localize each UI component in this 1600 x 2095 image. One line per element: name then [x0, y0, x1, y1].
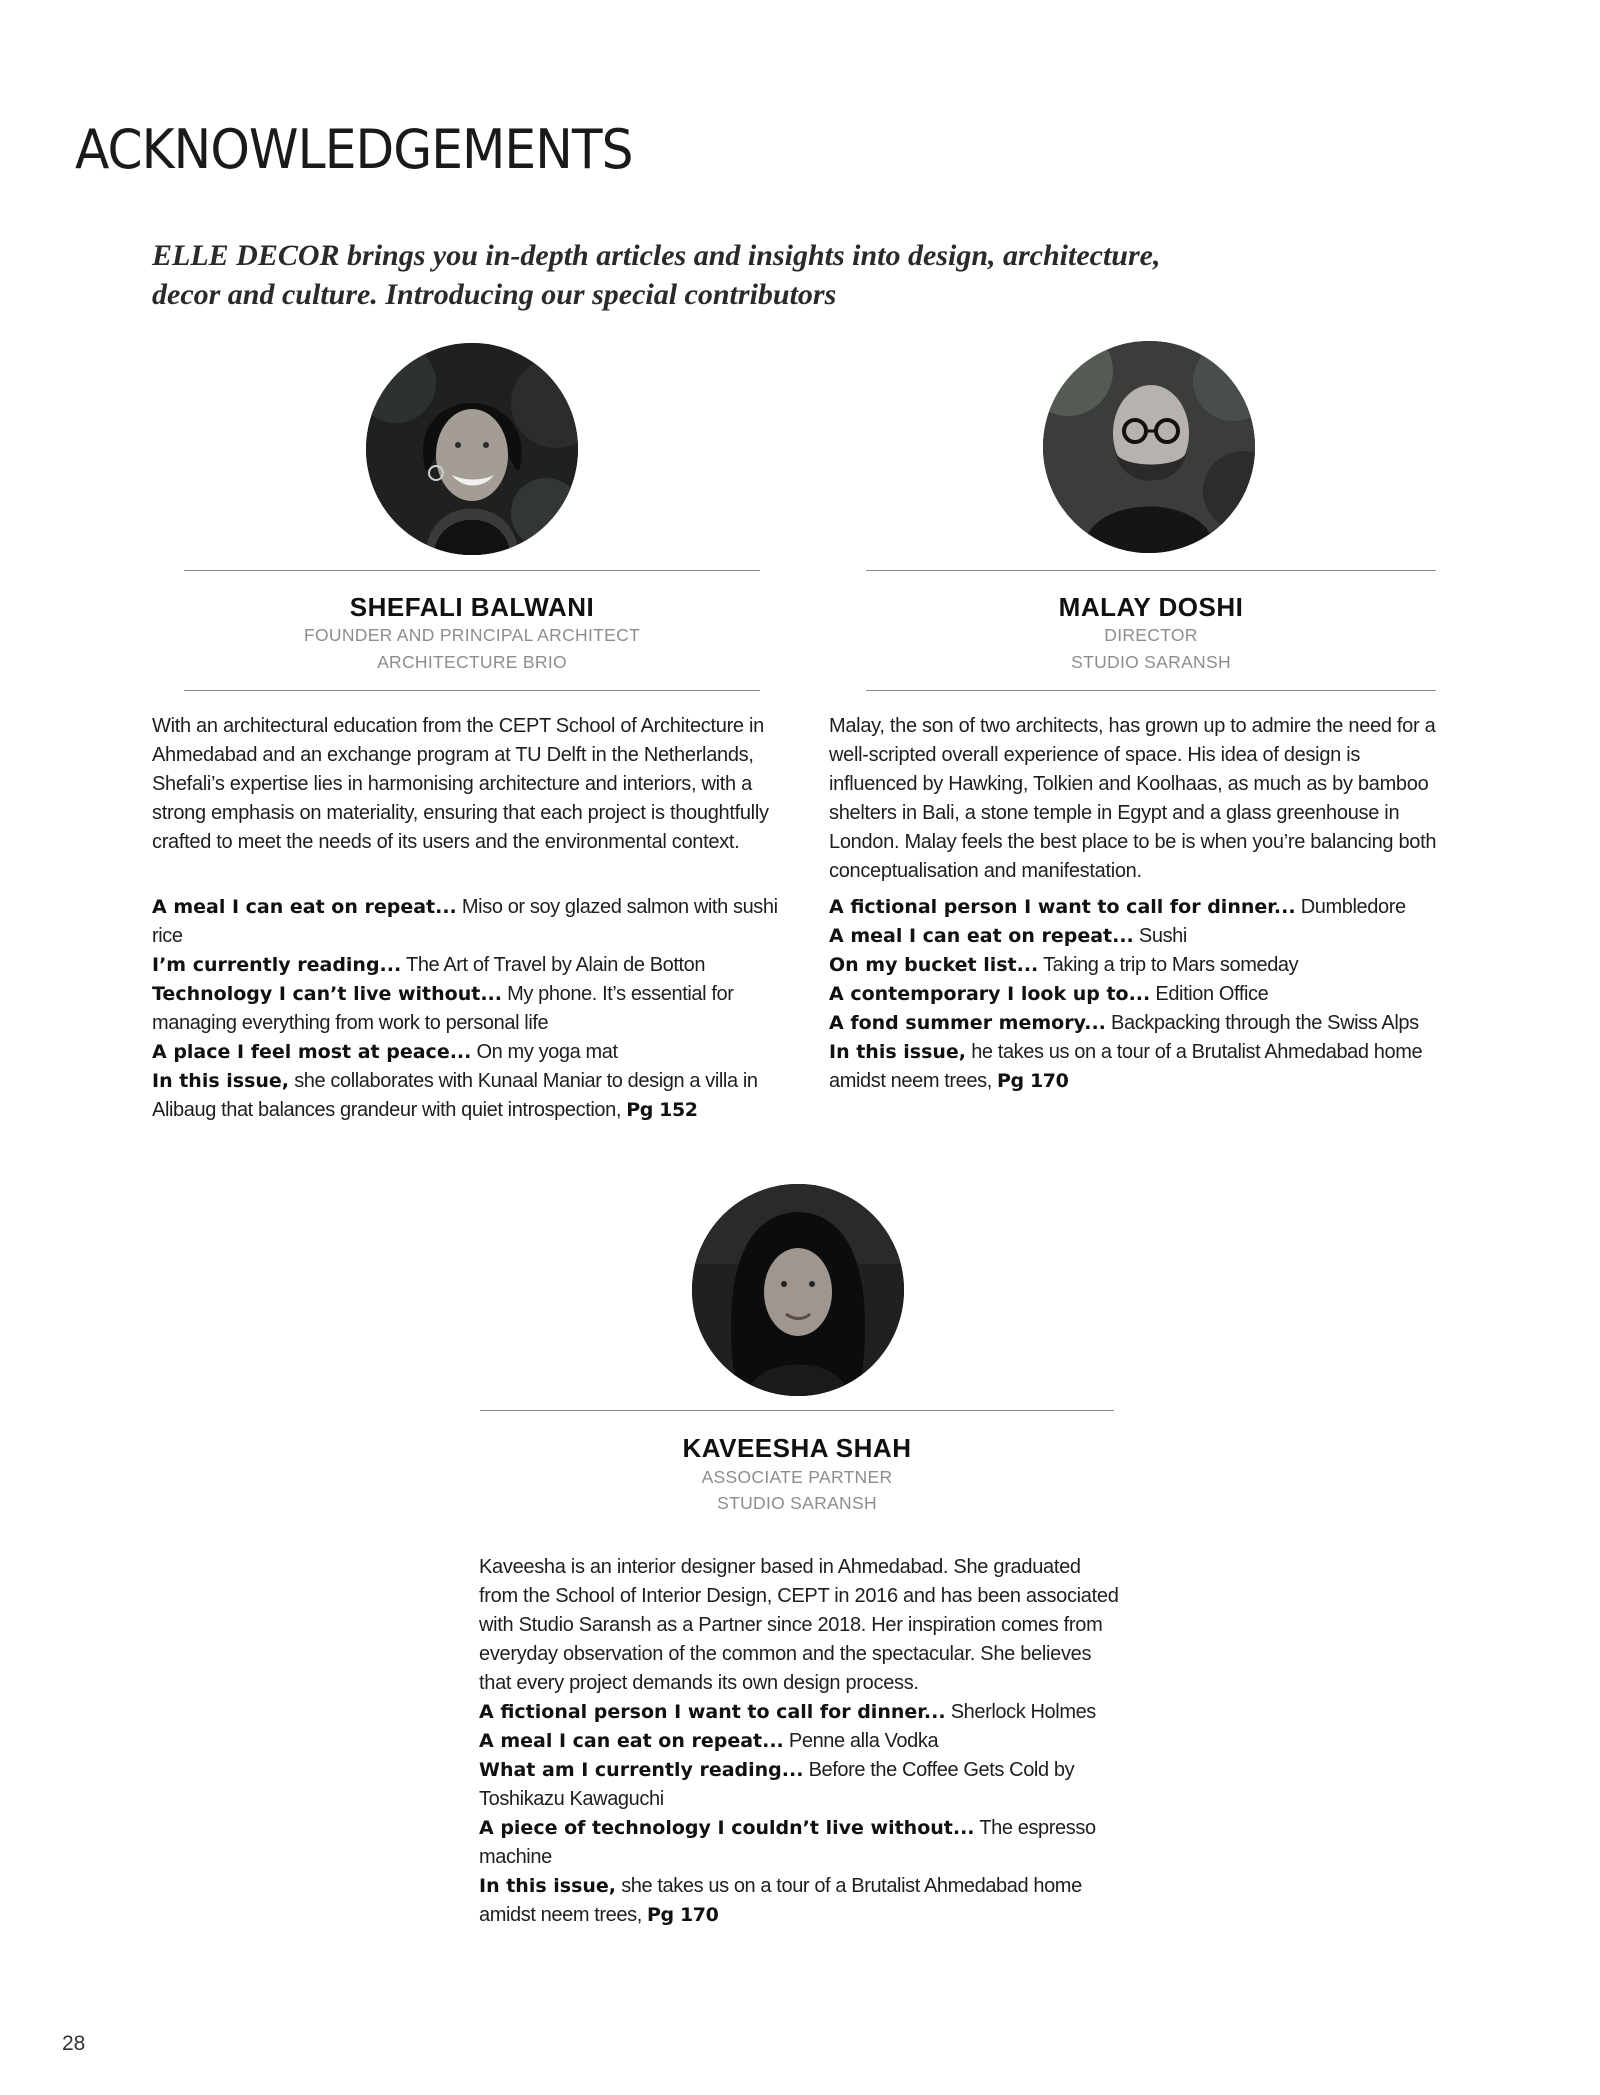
issue-page-ref: Pg 170: [647, 1904, 719, 1926]
qa-answer: Taking a trip to Mars someday: [1038, 954, 1299, 976]
qa-item: [152, 980, 797, 1038]
qa-answer: Miso or soy glazed salmon with sushi rice: [152, 896, 778, 947]
qa-item: [829, 980, 1469, 1009]
qa-answer: Penne alla Vodka: [783, 1730, 939, 1752]
issue-text: he takes us on a tour of a Brutalist Ahmedabad home amidst neem trees,: [829, 1041, 1423, 1092]
issue-label: In this issue,: [829, 1041, 967, 1063]
divider-bottom: [184, 690, 760, 691]
qa-question: What am I currently reading...: [479, 1759, 804, 1781]
contributor-bio: With an architectural education from the CEPT School of Architecture in Ahmedabad and an exchange program at TU Delft in the Netherlands, Shefali’s expertise lies in harmonising architecture and interiors, with a strong emphasis on materiality, ensuring that each project is thoughtfully crafted to meet the needs of its users and the environmental context.: [152, 715, 769, 853]
qa-question: A fond summer memory...: [829, 1012, 1106, 1034]
qa-item: [829, 893, 1469, 922]
qa-item: [152, 951, 797, 980]
portrait-photo: [1043, 341, 1255, 553]
portrait-photo: [366, 343, 578, 555]
page-number: 28: [62, 2032, 86, 2055]
qa-answer: Edition Office: [1150, 983, 1269, 1005]
qa-item: [152, 893, 797, 951]
qa-answer: Dumbledore: [1295, 896, 1406, 918]
qa-item: [479, 1814, 1119, 1872]
contributor-title: ASSOCIATE PARTNER: [701, 1467, 893, 1487]
qa-answer: Before the Coffee Gets Cold by Toshikazu Kawaguchi: [479, 1759, 1075, 1810]
qa-answer: On my yoga mat: [471, 1041, 618, 1063]
qa-question: A contemporary I look up to...: [829, 983, 1151, 1005]
portrait-photo: [692, 1184, 904, 1396]
intro-text: ELLE DECOR brings you in-depth articles and insights into design, architecture, decor and culture. Introducing our special contributors: [152, 239, 1161, 311]
contributor-studio: ARCHITECTURE BRIO: [377, 652, 567, 672]
qa-question: A piece of technology I couldn’t live without...: [479, 1817, 975, 1839]
issue-note: [829, 1038, 1469, 1096]
page-title: ACKNOWLEDGEMENTS: [75, 118, 633, 181]
qa-question: I’m currently reading...: [152, 954, 402, 976]
qa-item: [152, 1038, 797, 1067]
contributor-qa: [829, 893, 1469, 1096]
contributor-studio: STUDIO SARANSH: [1071, 652, 1231, 672]
qa-question: Technology I can’t live without...: [152, 983, 502, 1005]
contributor-title: DIRECTOR: [1104, 625, 1198, 645]
contributor-qa: [152, 893, 797, 1125]
avatar-malay-doshi: [1043, 341, 1255, 553]
qa-answer: The Art of Travel by Alain de Botton: [401, 954, 706, 976]
qa-answer: Sherlock Holmes: [945, 1701, 1096, 1723]
contributor-bio: Malay, the son of two architects, has grown up to admire the need for a well-scripted overall experience of space. His idea of design is influenced by Hawking, Tolkien and Koolhaas, as much as by bamboo shelters in Bali, a stone temple in Egypt and a glass greenhouse in London. Malay feels the best place to be is when you’re balancing both conceptualisation and manifestation.: [829, 715, 1437, 882]
qa-item: [829, 922, 1469, 951]
contributor-title: FOUNDER AND PRINCIPAL ARCHITECT: [303, 625, 640, 645]
qa-item: [829, 951, 1469, 980]
divider-top: [866, 570, 1436, 571]
contributor-bio: Kaveesha is an interior designer based in Ahmedabad. She graduated from the School of Interior Design, CEPT in 2016 and has been associated with Studio Saransh as a Partner since 2018. Her inspiration comes from everyday observation of the common and the spectacular. She believes that every project demands its own design process.: [479, 1556, 1119, 1694]
issue-label: In this issue,: [152, 1070, 290, 1092]
avatar-shefali-balwani: [366, 343, 578, 555]
qa-question: A fictional person I want to call for dinner...: [479, 1701, 946, 1723]
qa-item: [479, 1698, 1119, 1727]
qa-answer: Sushi: [1133, 925, 1187, 947]
qa-answer: Backpacking through the Swiss Alps: [1105, 1012, 1419, 1034]
contributor-name: SHEFALI BALWANI: [349, 592, 595, 622]
issue-page-ref: Pg 170: [997, 1070, 1069, 1092]
issue-label: In this issue,: [479, 1875, 617, 1897]
qa-question: A place I feel most at peace...: [152, 1041, 472, 1063]
qa-question: A fictional person I want to call for dinner...: [829, 896, 1296, 918]
qa-question: A meal I can eat on repeat...: [152, 896, 457, 918]
avatar-kaveesha-shah: [692, 1184, 904, 1396]
qa-question: On my bucket list...: [829, 954, 1039, 976]
qa-question: A meal I can eat on repeat...: [479, 1730, 784, 1752]
issue-note: [479, 1872, 1119, 1930]
issue-text: she collaborates with Kunaal Maniar to design a villa in Alibaug that balances grandeur with quiet introspection,: [152, 1070, 758, 1121]
issue-text: she takes us on a tour of a Brutalist Ahmedabad home amidst neem trees,: [479, 1875, 1082, 1926]
contributor-qa: [479, 1698, 1119, 1930]
contributor-name: MALAY DOSHI: [1058, 592, 1244, 622]
contributor-name: KAVEESHA SHAH: [682, 1433, 912, 1463]
contributor-studio: STUDIO SARANSH: [717, 1493, 877, 1513]
qa-answer: The espresso machine: [479, 1817, 1096, 1868]
issue-page-ref: Pg 152: [626, 1099, 698, 1121]
divider-bottom: [866, 690, 1436, 691]
divider-top: [480, 1410, 1114, 1411]
qa-item: [479, 1727, 1119, 1756]
qa-question: A meal I can eat on repeat...: [829, 925, 1134, 947]
qa-item: [479, 1756, 1119, 1814]
divider-top: [184, 570, 760, 571]
qa-item: [829, 1009, 1469, 1038]
issue-note: [152, 1067, 797, 1125]
qa-answer: My phone. It’s essential for managing everything from work to personal life: [152, 983, 734, 1034]
